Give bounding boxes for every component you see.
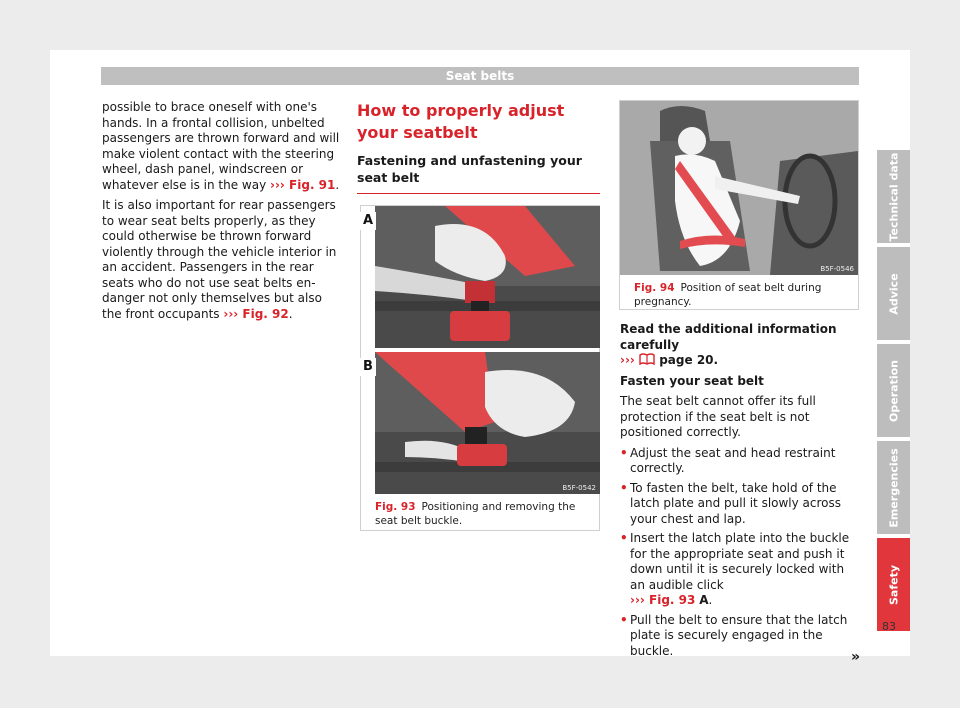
tab-emergencies[interactable]: Emergencies — [877, 441, 910, 534]
figure-94-caption — [634, 281, 854, 309]
bullet-text-3: Insert the latch plate into the buckle for the appropriate seat and push it down until it is securely locked with an audible click — [630, 531, 850, 592]
figure-93-label-b: B — [360, 358, 376, 376]
tab-technical-data[interactable]: Technical data — [877, 150, 910, 243]
bullet-text-4: Pull the belt to ensure that the latch plate is securely engaged in the buckle. — [630, 612, 848, 658]
fig-93-letter: A — [699, 593, 709, 607]
section-subtitle: Fastening and unfastening your seat belt — [357, 152, 600, 194]
manual-page — [50, 50, 910, 665]
paragraph-1-text: possible to brace oneself with one's hands. In a frontal collision, unbelted passengers are thrown forward and will make violent contact with the steering wheel, dash panel, windscreen or whatever else is in the way — [102, 100, 340, 192]
fasten-subheading: Fasten your seat belt — [620, 373, 764, 388]
bullet-item: • Adjust the seat and head restraint correctly. — [620, 446, 860, 477]
section-title: How to properly adjust your seatbelt — [357, 101, 565, 142]
column-middle — [357, 100, 600, 194]
figure-93-illustration-b — [375, 352, 600, 494]
figure-94-caption-text: Position of seat belt during pregnancy. — [634, 282, 822, 308]
bullet-text-2: To fasten the belt, take hold of the latch plate and pull it slowly across your chest and lap. — [630, 480, 842, 526]
continue-mark: » — [850, 648, 860, 665]
paragraph-2-text: It is also important for rear passengers to wear seat belts properly, as they could otherwise be thrown forward violently through the vehicle interior in an accident. Passengers in the rear seats who do not use seat belts endanger not only themselves but also the front occupants — [102, 198, 337, 321]
figure-93-image-a — [375, 206, 600, 348]
read-info-page[interactable]: page 20 — [659, 353, 714, 367]
read-info-note: Read the additional information carefully ››› page 20. — [620, 322, 837, 367]
tab-safety[interactable]: Safety — [877, 538, 910, 631]
figure-93-image-b — [375, 352, 600, 494]
figure-93-number: Fig. 93 — [375, 501, 416, 513]
figure-94-illustration — [620, 101, 858, 275]
figure-93-caption-text: Positioning and removing the seat belt buckle. — [375, 501, 576, 527]
figure-93 — [360, 205, 600, 531]
bullet-item: • To fasten the belt, take hold of the latch plate and pull it slowly across your chest and lap. — [620, 481, 860, 528]
figure-94-code: B5F-0546 — [820, 265, 854, 273]
book-icon — [639, 353, 655, 365]
figure-94 — [619, 100, 859, 310]
bullet-text-1: Adjust the seat and head restraint correctly. — [630, 445, 836, 475]
tab-operation[interactable]: Operation — [877, 344, 910, 437]
bullet-item: • Pull the belt to ensure that the latch plate is securely engaged in the buckle. — [620, 613, 860, 660]
fasten-intro: The seat belt cannot offer its full protection if the seat belt is not positioned correctly. — [620, 394, 816, 439]
bullet-item: • Insert the latch plate into the buckle for the appropriate seat and push it down until it is securely locked with an audible click ››› Fig. 93 A. — [620, 531, 850, 607]
paragraph-2: It is also important for rear passengers to wear seat belts properly, as they could otherwise be thrown forward violently through the vehicle interior in an accident. Passengers in the rear seats who do not use seat belts endanger not only themselves but also the front occupants ››› Fig. 92. — [102, 198, 337, 321]
figure-94-number: Fig. 94 — [634, 282, 675, 294]
tab-advice[interactable]: Advice — [877, 247, 910, 340]
figure-93-illustration-a — [375, 206, 600, 348]
fig-93-link[interactable]: ››› Fig. 93 — [630, 593, 696, 607]
figure-93-code: B5F-0542 — [562, 484, 596, 492]
read-info-ref[interactable]: ››› — [620, 353, 635, 367]
paragraph-1: possible to brace oneself with one's hands. In a frontal collision, unbelted passengers are thrown forward and will make violent contact with the steering wheel, dash panel, windscreen or whatever else is in the way ››› Fig. 91. — [102, 100, 340, 192]
figure-93-caption — [375, 500, 595, 528]
figure-93-label-a: A — [360, 212, 376, 230]
figure-94-image — [620, 101, 858, 275]
column-right — [620, 322, 860, 663]
fig-92-link[interactable]: ››› Fig. 92 — [223, 306, 289, 321]
fig-91-link[interactable]: ››› Fig. 91 — [270, 177, 336, 192]
page-number: 83 — [882, 620, 896, 633]
section-header: Seat belts — [101, 67, 859, 85]
read-info-heading: Read the additional information carefully — [620, 322, 837, 352]
column-left — [102, 100, 342, 327]
